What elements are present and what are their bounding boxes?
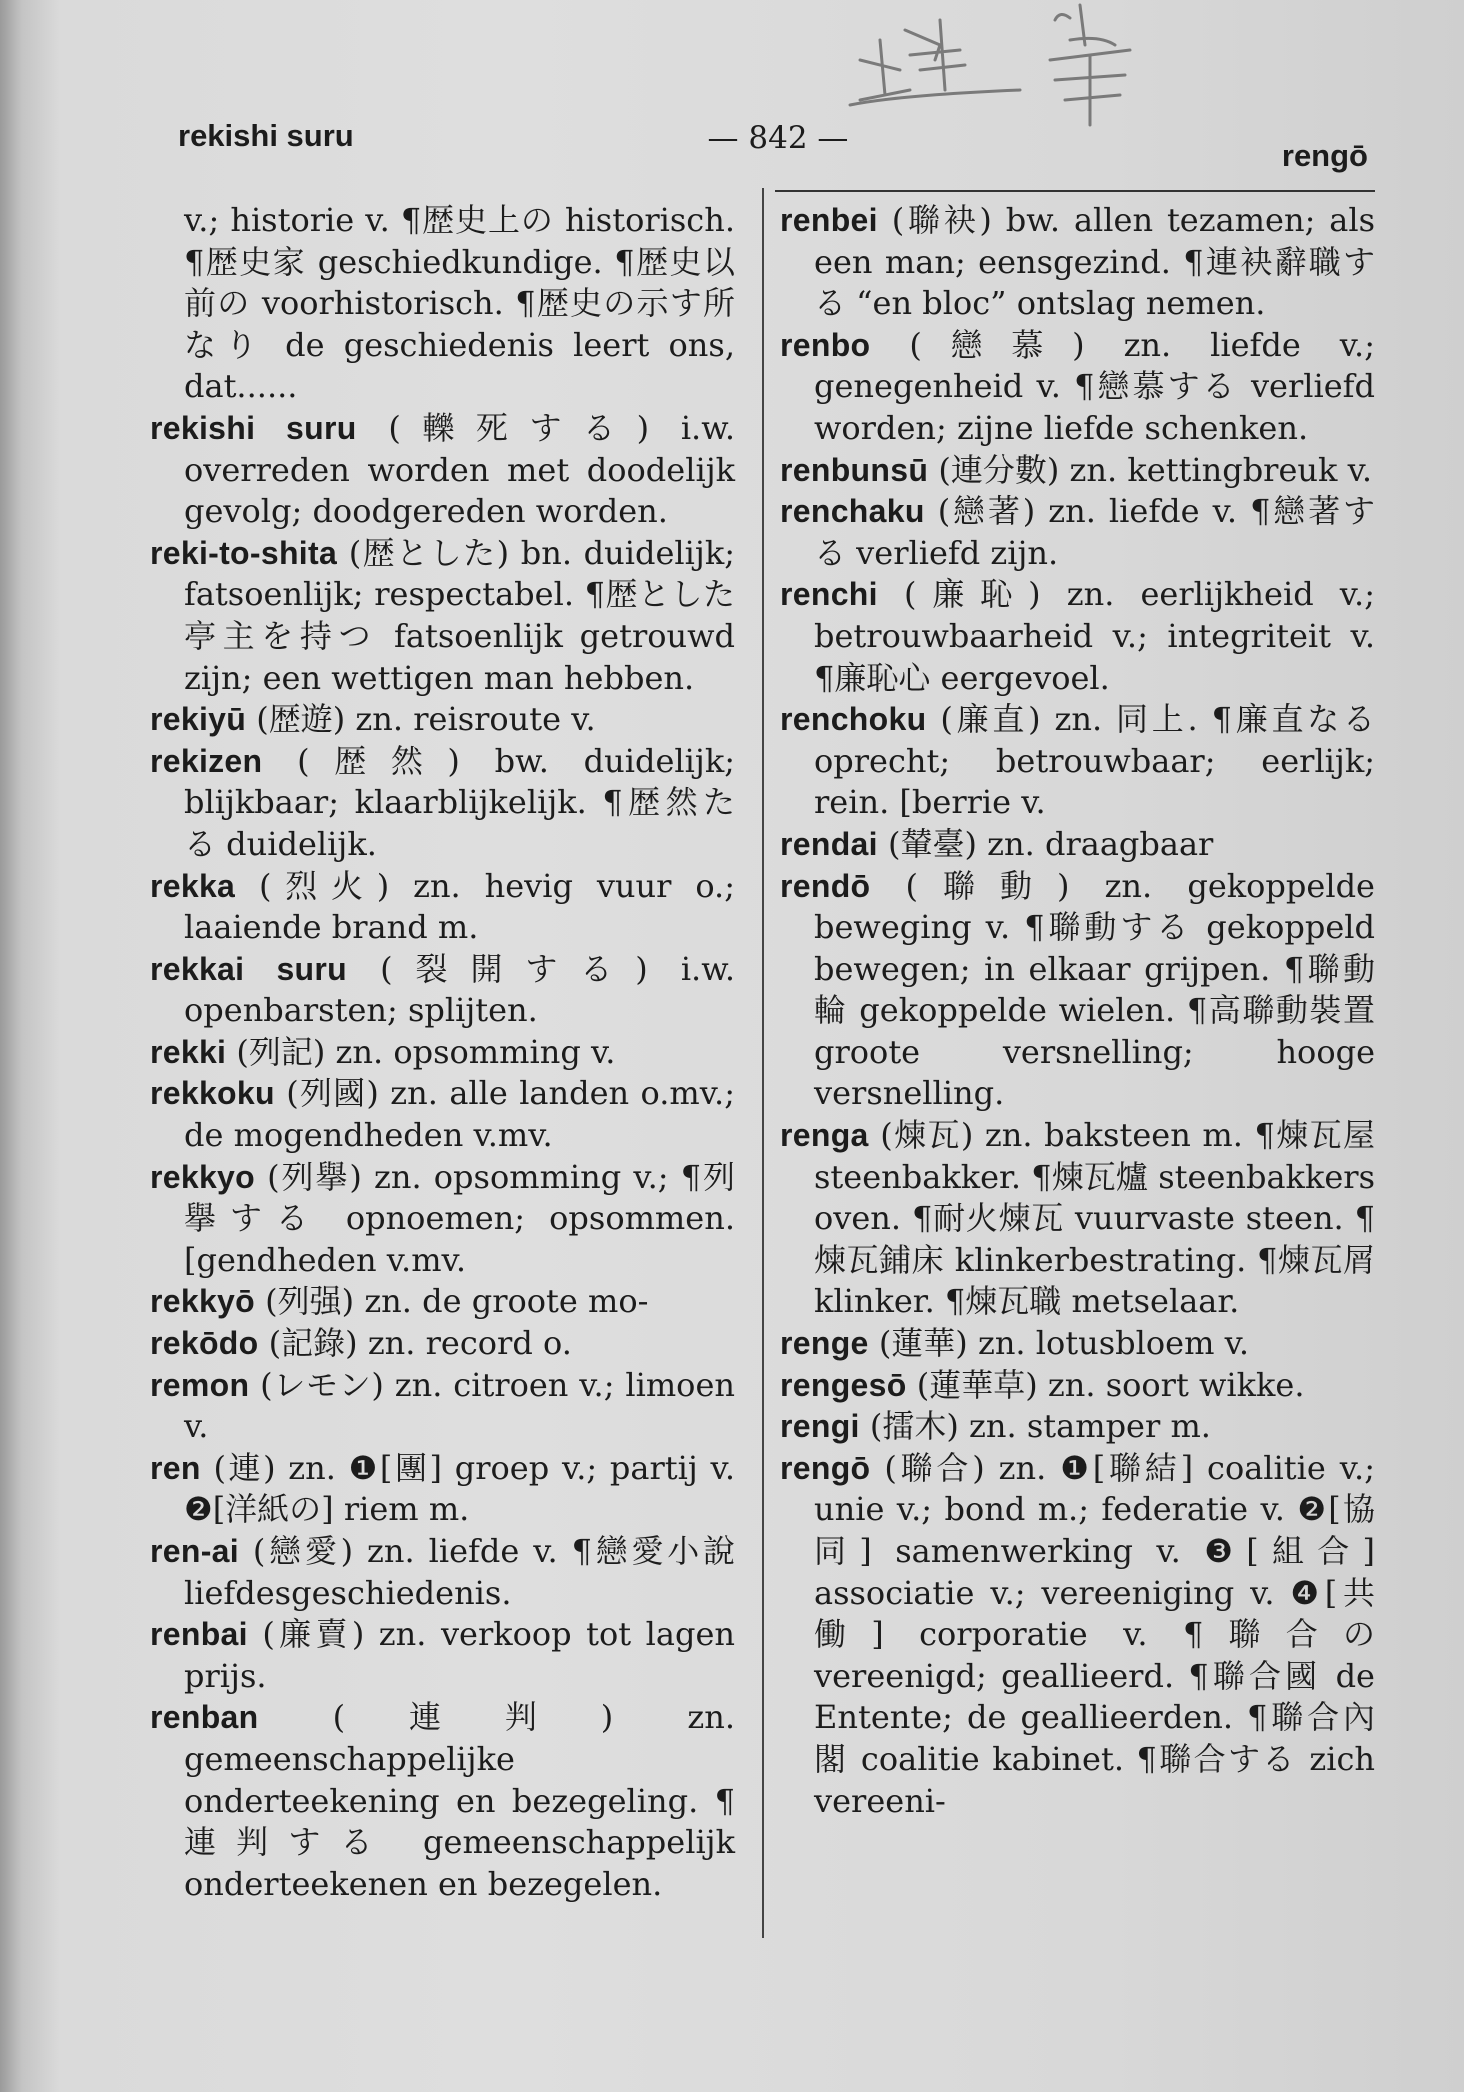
- dictionary-entry: [150, 1614, 735, 1697]
- entry-headword: rekkai suru: [150, 950, 347, 987]
- entry-headword: rendai: [780, 825, 878, 862]
- dictionary-entry: [780, 1406, 1375, 1448]
- entry-body: (列强) zn. de groote mo-: [265, 1282, 649, 1321]
- dictionary-entry: [150, 866, 735, 949]
- dictionary-entry: [780, 574, 1375, 699]
- dictionary-entry: [150, 533, 735, 699]
- entry-headword: rendō: [780, 867, 871, 904]
- entry-body: (歴遊) zn. reisroute v.: [256, 700, 596, 739]
- page-number: — 842 —: [707, 120, 849, 156]
- entry-body: (戀慕) zn. liefde v.; genegenheid v. ¶戀慕する verliefd worden; zijne liefde schenken.: [814, 325, 1375, 447]
- dictionary-entry: [150, 1697, 735, 1905]
- entry-body: (聯袂) bw. allen tezamen; als een man; eensgezind. ¶連袂辭職する “en bloc” ontslag nemen.: [814, 201, 1375, 323]
- entry-body: (列擧) zn. opsomming v.; ¶列擧する opnoemen; opsommen. [gendheden v.mv.: [184, 1157, 735, 1279]
- entry-body: (歴然) bw. duidelijk; blijkbaar; klaarblijkelijk. ¶歴然たる duidelijk.: [184, 741, 735, 863]
- entry-body: (煉瓦) zn. baksteen m. ¶煉瓦屋 steenbakker. ¶煉瓦爐 steenbakkers oven. ¶耐火煉瓦 vuurvaste steen. ¶煉瓦鋪床 klinkerbestrating. ¶煉瓦屑 klinker. ¶煉瓦職 metselaar.: [814, 1116, 1375, 1321]
- dictionary-entry: [780, 1365, 1375, 1407]
- entry-headword: renbunsū: [780, 451, 929, 488]
- header-left-headword: rekishi suru: [178, 118, 354, 153]
- entry-headword: renga: [780, 1117, 869, 1154]
- entry-body: (裂開する) i.w. openbarsten; splijten.: [184, 949, 735, 1030]
- dictionary-entry: [150, 741, 735, 866]
- dictionary-entry: [780, 200, 1375, 325]
- dictionary-entry: [780, 699, 1375, 824]
- header-rule: [775, 190, 1375, 192]
- entry-headword: renbai: [150, 1616, 248, 1653]
- entry-headword: renbei: [780, 202, 878, 238]
- dictionary-entry: [780, 1115, 1375, 1323]
- entry-headword: rekki: [150, 1033, 227, 1070]
- entry-headword: rekkoku: [150, 1075, 275, 1112]
- entry-body: (聯動) zn. gekoppelde beweging v. ¶聯動する gekoppeld bewegen; in elkaar grijpen. ¶聯動輪 gekoppelde wielen. ¶高聯動裝置 groote versnelling; hooge versnelling.: [814, 866, 1375, 1113]
- entry-body: (轢死する) i.w. overreden worden met doodelijk gevolg; doodgereden worden.: [184, 408, 735, 531]
- column-divider: [762, 188, 764, 1938]
- entry-headword: renban: [150, 1699, 259, 1736]
- entry-body: (記錄) zn. record o.: [268, 1324, 572, 1363]
- entry-headword: rekishi suru: [150, 409, 357, 446]
- entry-headword: ren-ai: [150, 1533, 239, 1569]
- entry-body: (列記) zn. opsomming v.: [236, 1032, 616, 1071]
- entry-body: (列國) zn. alle landen o.mv.; de mogendheden v.mv.: [184, 1074, 735, 1155]
- dictionary-entry: [150, 1448, 735, 1531]
- right-column: [780, 200, 1375, 1822]
- dictionary-entry: [150, 1157, 735, 1282]
- entry-headword: rekkyō: [150, 1283, 255, 1320]
- dictionary-entry: [150, 200, 735, 408]
- dictionary-entry: [780, 325, 1375, 450]
- entry-body: (廉直) zn. 同上. ¶廉直なる oprecht; betrouwbaar; eerlijk; rein. [berrie v.: [814, 700, 1375, 822]
- entry-body: (輦臺) zn. draagbaar: [888, 824, 1214, 863]
- page-header: [178, 118, 1368, 173]
- dictionary-entry: [150, 1281, 735, 1323]
- entry-body: (戀愛) zn. liefde v. ¶戀愛小說 liefdesgeschiedenis.: [184, 1532, 735, 1612]
- dictionary-entry: [150, 699, 735, 741]
- entry-body: (擂木) zn. stamper m.: [869, 1407, 1211, 1446]
- entry-headword: renge: [780, 1325, 869, 1362]
- dictionary-entry: [150, 1073, 735, 1156]
- dictionary-entry: [150, 1323, 735, 1365]
- dictionary-entry: [150, 1032, 735, 1074]
- entry-headword: remon: [150, 1366, 250, 1403]
- entry-headword: renbo: [780, 326, 871, 363]
- header-right-headword: rengō: [1281, 138, 1368, 173]
- entry-body: (歴とした) bn. duidelijk; fatsoenlijk; respectabel. ¶歴とした亭主を持つ fatsoenlijk getrouwd zijn; een wettigen man hebben.: [184, 533, 735, 697]
- entry-headword: rekōdo: [150, 1325, 259, 1362]
- entry-body: (連) zn. ❶[團] groep v.; partij v. ❷[洋紙の] riem m.: [184, 1448, 735, 1529]
- entry-headword: rengō: [780, 1449, 871, 1486]
- dictionary-entry: [780, 866, 1375, 1116]
- entry-body: v.; historie v. ¶歴史上の historisch. ¶歴史家 geschiedkundige. ¶歴史以前の voorhistorisch. ¶歴史の示す所なり de geschiedenis leert ons, dat......: [184, 201, 735, 406]
- left-column: [150, 200, 735, 1905]
- entry-headword: renchaku: [780, 493, 925, 530]
- entry-body: (蓮華草) zn. soort wikke.: [916, 1365, 1305, 1404]
- entry-body: (レモン) zn. citroen v.; limoen v.: [184, 1365, 735, 1446]
- entry-body: (連分數) zn. kettingbreuk v.: [938, 450, 1373, 489]
- entry-body: (戀著) zn. liefde v. ¶戀著する verliefd zijn.: [814, 492, 1375, 572]
- entry-body: (廉恥) zn. eerlijkheid v.; betrouwbaarheid v.; integriteit v. ¶廉恥心 eergevoel.: [814, 575, 1375, 697]
- dictionary-entry: [150, 949, 735, 1032]
- dictionary-entry: [780, 824, 1375, 866]
- entry-headword: rengi: [780, 1408, 860, 1445]
- entry-headword: ren: [150, 1449, 201, 1486]
- entry-headword: rengesō: [780, 1366, 907, 1403]
- dictionary-entry: [780, 491, 1375, 574]
- dictionary-entry: [780, 450, 1375, 492]
- entry-body: (連判) zn. gemeenschappelijke onderteekening en bezegeling. ¶連判する gemeenschappelijk onderteekenen en bezegelen.: [184, 1698, 735, 1903]
- entry-body: (烈火) zn. hevig vuur o.; laaiende brand m.: [184, 866, 735, 947]
- entry-headword: rekiyū: [150, 701, 247, 738]
- entry-headword: rekkyo: [150, 1158, 255, 1195]
- entry-headword: renchi: [780, 576, 878, 613]
- entry-headword: rekka: [150, 867, 236, 904]
- entry-body: (蓮華) zn. lotusbloem v.: [878, 1324, 1250, 1363]
- entry-headword: reki-to-shita: [150, 534, 338, 571]
- entry-headword: renchoku: [780, 701, 927, 738]
- entry-body: (廉賣) zn. verkoop tot lagen prijs.: [184, 1615, 735, 1695]
- dictionary-entry: [780, 1448, 1375, 1822]
- dictionary-entry: [150, 408, 735, 533]
- entry-body: (聯合) zn. ❶[聯結] coalitie v.; unie v.; bond m.; federatie v. ❷[協同] samenwerking v. ❸[組合] associatie v.; vereeniging v. ❹[共働] corporatie v. ¶聯合の vereenigd; geallieerd. ¶聯合國 de Entente; de geallieerden. ¶聯合內閣 coalitie kabinet. ¶聯合する zich vereeni-: [814, 1448, 1375, 1820]
- entry-headword: rekizen: [150, 742, 263, 779]
- dictionary-entry: [780, 1323, 1375, 1365]
- dictionary-entry: [150, 1365, 735, 1448]
- dictionary-entry: [150, 1531, 735, 1614]
